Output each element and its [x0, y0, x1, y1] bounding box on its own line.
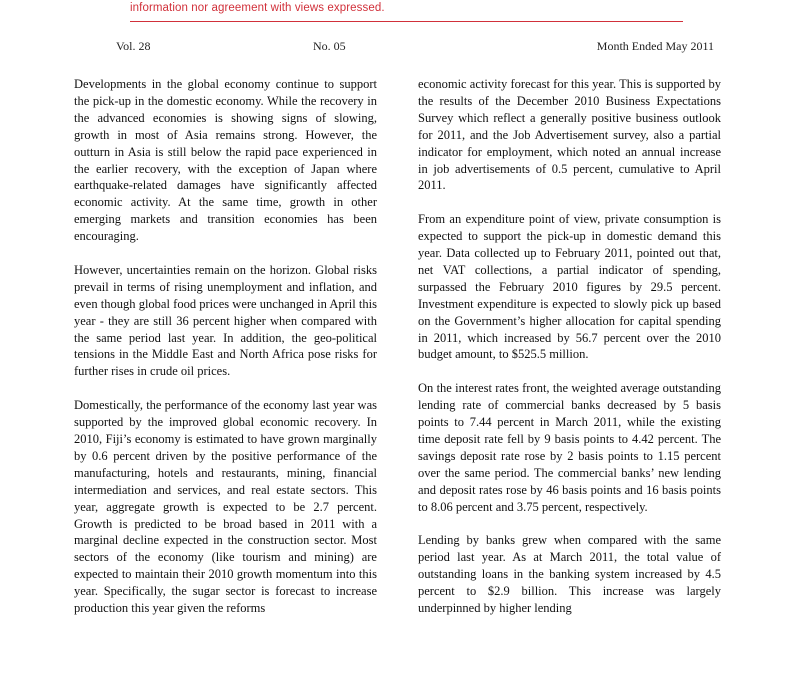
- left-column: [74, 76, 377, 634]
- disclaimer-text: information nor agreement with views expressed.: [130, 2, 385, 14]
- volume-label: Vol. 28: [116, 39, 151, 53]
- paragraph-activity-forecast: economic activity forecast for this year. This is supported by the results of the December 2010 Business Expectations Survey which reflect a generally positive business outlook for 2011, and the Job Advertisement survey, also a partial indicator for employment, which noted an annual increase in job advertisements of 0.5 percent, cumulative to April 2011.: [418, 77, 721, 193]
- header-divider: [130, 21, 683, 22]
- issue-number: No. 05: [313, 39, 346, 53]
- paragraph-interest-rates: On the interest rates front, the weighted average outstanding lending rate of commercial banks decreased by 5 basis points to 7.44 percent in March 2011, while the existing time deposit rate fell by 9 basis points to 4.42 percent. The savings deposit rate rose by 2 basis points to 1.15 percent over the same period. The commercial banks’ new lending and deposit rates rose by 46 basis points and 16 basis points to 8.06 percent and 3.75 percent, respectively.: [418, 381, 721, 514]
- issue-period: Month Ended May 2011: [596, 39, 714, 53]
- paragraph-uncertainties: However, uncertainties remain on the horizon. Global risks prevail in terms of rising unemployment and inflation, and even though global food prices were unchanged in April this year - they are still 36 percent higher when compared with the same period last year. In addition, the geo-political tensions in the Middle East and North Africa pose risks for further rises in crude oil prices.: [74, 262, 377, 379]
- paragraph-domestic-performance: Domestically, the performance of the economy last year was supported by the improved global economic recovery. In 2010, Fiji’s economy is estimated to have grown marginally by 0.6 percent driven by the positive performance of the manufacturing, hotels and restaurants, mining, financial intermediation and services, and real estate sectors. This year, aggregate growth is expected to be 2.7 percent. Growth is predicted to be broad based in 2011 with a marginal decline expected in the construction sector. Most sectors of the economy (like tourism and mining) are expected to maintain their 2010 growth momentum into this year. Specifically, the sugar sector is forecast to increase production this year given the reforms: [74, 398, 377, 616]
- right-column: [418, 76, 721, 634]
- paragraph-global-economy: Developments in the global economy continue to support the pick-up in the domestic economy. While the recovery in the advanced economies is showing signs of slowing, growth in most of Asia remains strong. However, the outturn in Asia is still below the rapid pace experienced in the earlier recovery, with the exception of Japan where earthquake-related damages have significantly affected economic activity. At the same time, growth in other emerging markets and transition economies has been encouraging.: [74, 77, 377, 244]
- paragraph-lending: Lending by banks grew when compared with the same period last year. As at March 2011, the total value of outstanding loans in the banking system increased by 4.5 percent to $2.9 billion. This increase was largely underpinned by higher lending: [418, 533, 721, 616]
- paragraph-expenditure: From an expenditure point of view, private consumption is expected to support the pick-up in domestic demand this year. Data collected up to February 2011, pointed out that, net VAT collections, a partial indicator of spending, surpassed the February 2010 figures by 29.5 percent. Investment expenditure is expected to slowly pick up based on the Government’s higher allocation for capital spending in 2011, which increased by 56.7 percent over the 2010 budget amount, to $525.5 million.: [418, 212, 721, 362]
